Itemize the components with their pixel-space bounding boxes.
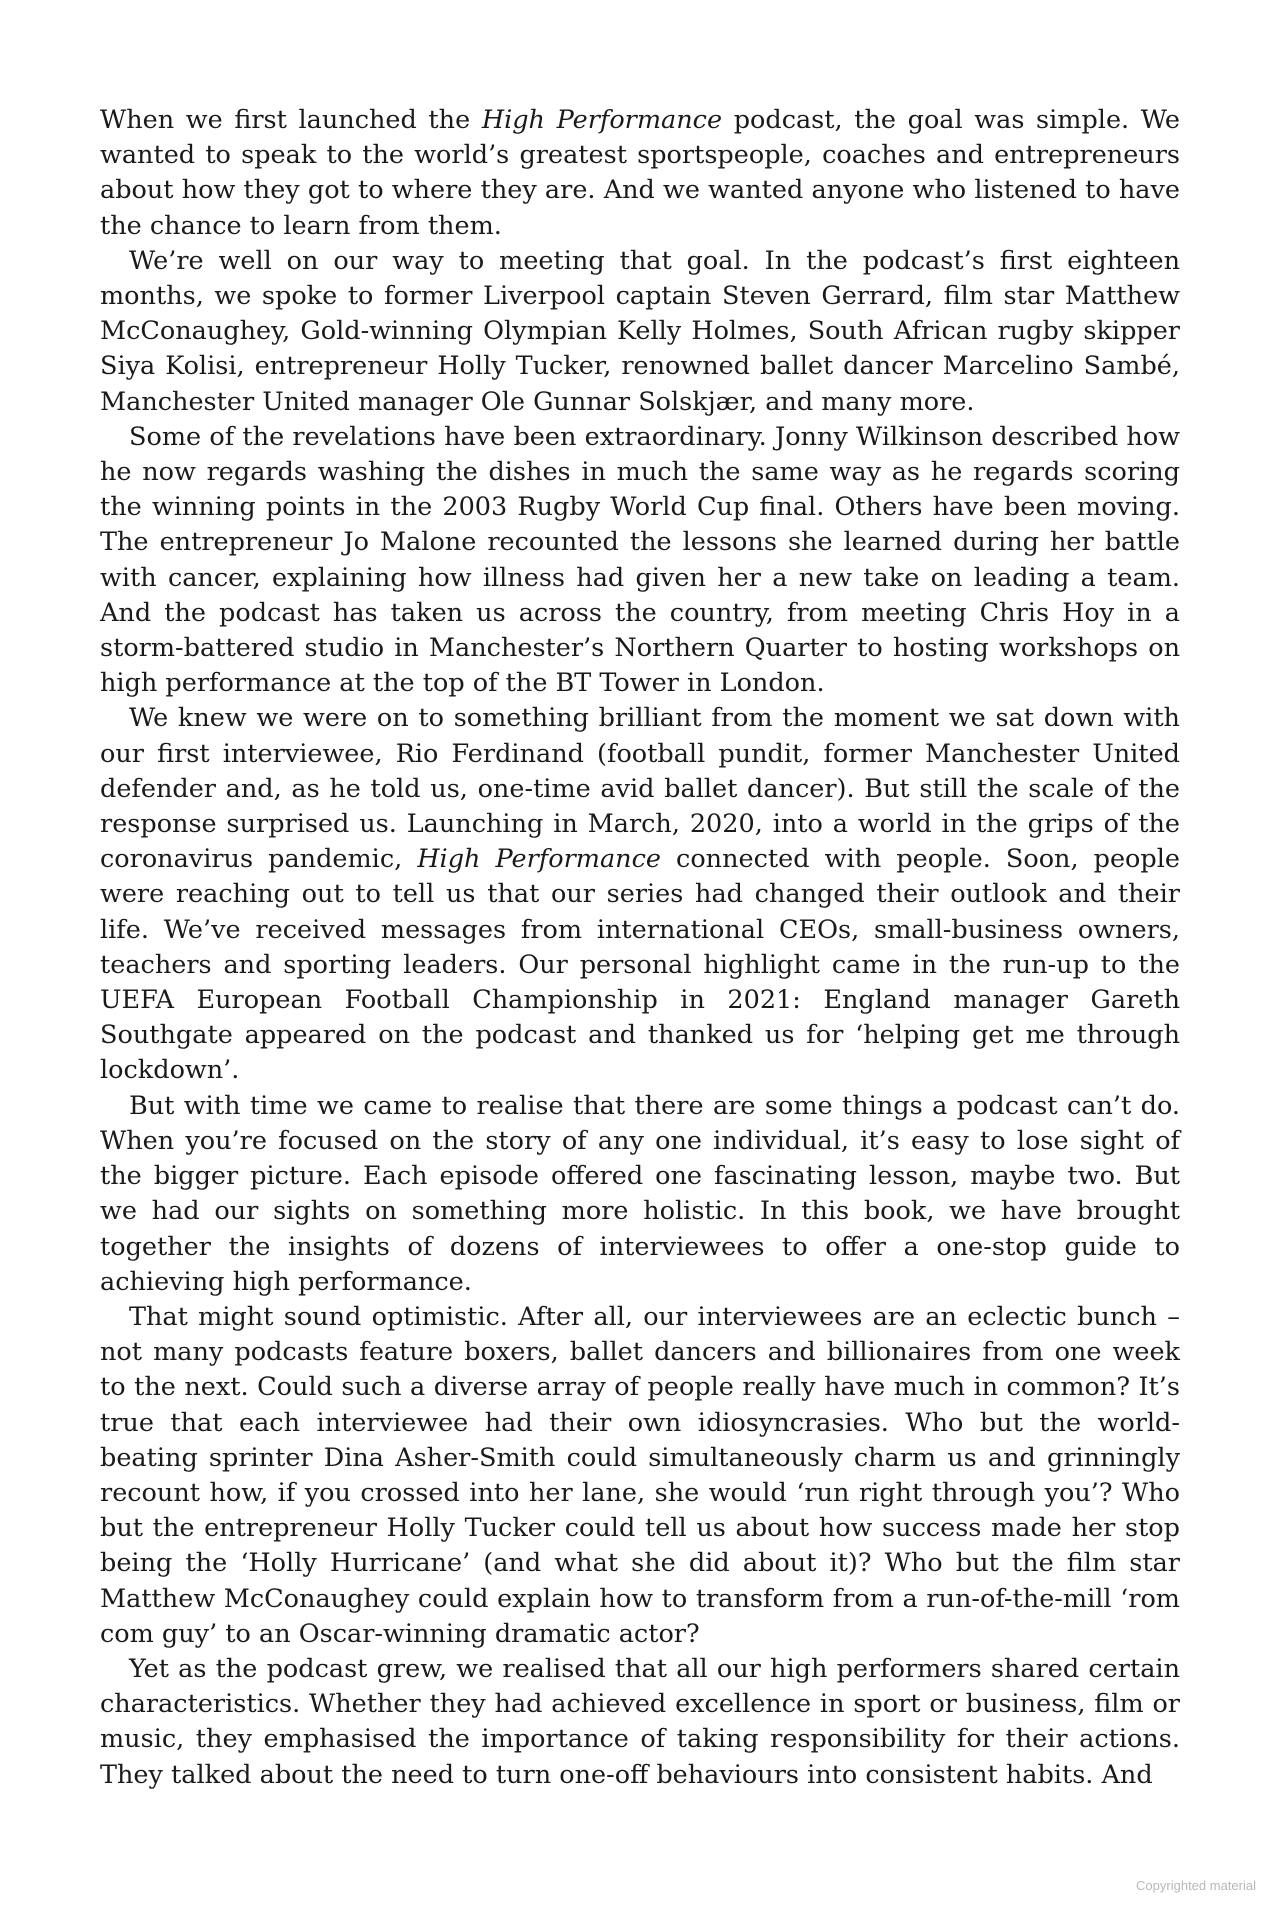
- paragraph-3-text: Some of the revelations have been extraordinary. Jonny Wilkinson described how he now regards washing the dishes in much the same way as he regards scoring the winning points in the 2003 Rugby World Cup final. Others have been moving. The entrepreneur Jo Malone recounted the lessons she learned during her battle with cancer, explaining how illness had given her a new take on leading a team. And the podcast has taken us across the country, from meeting Chris Hoy in a storm-battered studio in Manchester’s Northern Quarter to hosting workshops on high performance at the top of the BT Tower in London.: [100, 421, 1180, 699]
- podcast-title-italic: High Performance: [417, 844, 661, 875]
- paragraph-2-text: We’re well on our way to meeting that goal. In the podcast’s first eighteen months, we spoke to former Liverpool captain Steven Gerrard, film star Matthew McConaughey, Gold-winning Olympian Kelly Holmes, South African rugby skipper Siya Kolisi, entrepreneur Holly Tucker, renowned ballet dancer Marcelino Sambé, Manchester United manager Ole Gunnar Solskjær, and many more.: [100, 245, 1180, 417]
- paragraph-4: [100, 701, 1180, 1088]
- paragraph-1-text-a: When we first launched the: [100, 105, 482, 135]
- paragraph-5: [100, 1089, 1180, 1300]
- paragraph-6-text: That might sound optimistic. After all, our interviewees are an eclectic bunch – not many podcasts feature boxers, ballet dancers and billionaires from one week to the next. Could such a diverse array of people really have much in common? It’s true that each interviewee had their own idiosyncrasies. Who but the world-beating sprinter Dina Asher-Smith could simultaneously charm us and grinningly recount how, if you crossed into her lane, she would ‘run right through you’? Who but the entrepreneur Holly Tucker could tell us about how success made her stop being the ‘Holly Hurricane’ (and what she did about it)? Who but the film star Matthew McConaughey could explain how to transform from a run-of-the-mill ‘rom com guy’ to an Oscar-winning dramatic actor?: [100, 1301, 1180, 1649]
- paragraph-2: [100, 244, 1180, 420]
- paragraph-7: [100, 1652, 1180, 1793]
- paragraph-6: [100, 1300, 1180, 1652]
- page-body: [100, 103, 1180, 1793]
- copyright-notice: Copyrighted material: [1136, 1878, 1256, 1893]
- paragraph-5-text: But with time we came to realise that there are some things a podcast can’t do. When you’re focused on the story of any one individual, it’s easy to lose sight of the bigger picture. Each episode offered one fascinating lesson, maybe two. But we had our sights on something more holistic. In this book, we have brought together the insights of dozens of interviewees to offer a one-stop guide to achieving high performance.: [100, 1090, 1180, 1297]
- paragraph-7-text: Yet as the podcast grew, we realised that all our high performers shared certain characteristics. Whether they had achieved excellence in sport or business, film or music, they emphasised the importance of taking responsibility for their actions. They talked about the need to turn one-off behaviours into consistent habits. And: [100, 1653, 1180, 1790]
- paragraph-3: [100, 420, 1180, 702]
- podcast-title-italic: High Performance: [481, 105, 723, 135]
- paragraph-4-text-a: We knew we were on to something brilliant from the moment we sat down with our first interviewee, Rio Ferdinand (football pundit, former Manchester United defender and, as he told us, one-time avid ballet dancer). But still the scale of the response surprised us. Launching in March, 2020, into a world in the grips of the coronavirus pandemic,: [100, 703, 1180, 875]
- paragraph-1: [100, 103, 1180, 244]
- paragraph-1-text-b: podcast, the goal was simple. We wanted to speak to the world’s greatest sportspeople, coaches and entrepreneurs about how they got to where they are. And we wanted anyone who listened to have the chance to learn from them.: [100, 105, 1180, 241]
- paragraph-4-text-b: connected with people. Soon, people were reaching out to tell us that our series had changed their outlook and their life. We’ve received messages from international CEOs, small-business owners, teachers and sporting leaders. Our personal highlight came in the run-up to the UEFA European Football Championship in 2021: England manager Gareth Southgate appeared on the podcast and thanked us for ‘helping get me through lockdown’.: [100, 844, 1180, 1086]
